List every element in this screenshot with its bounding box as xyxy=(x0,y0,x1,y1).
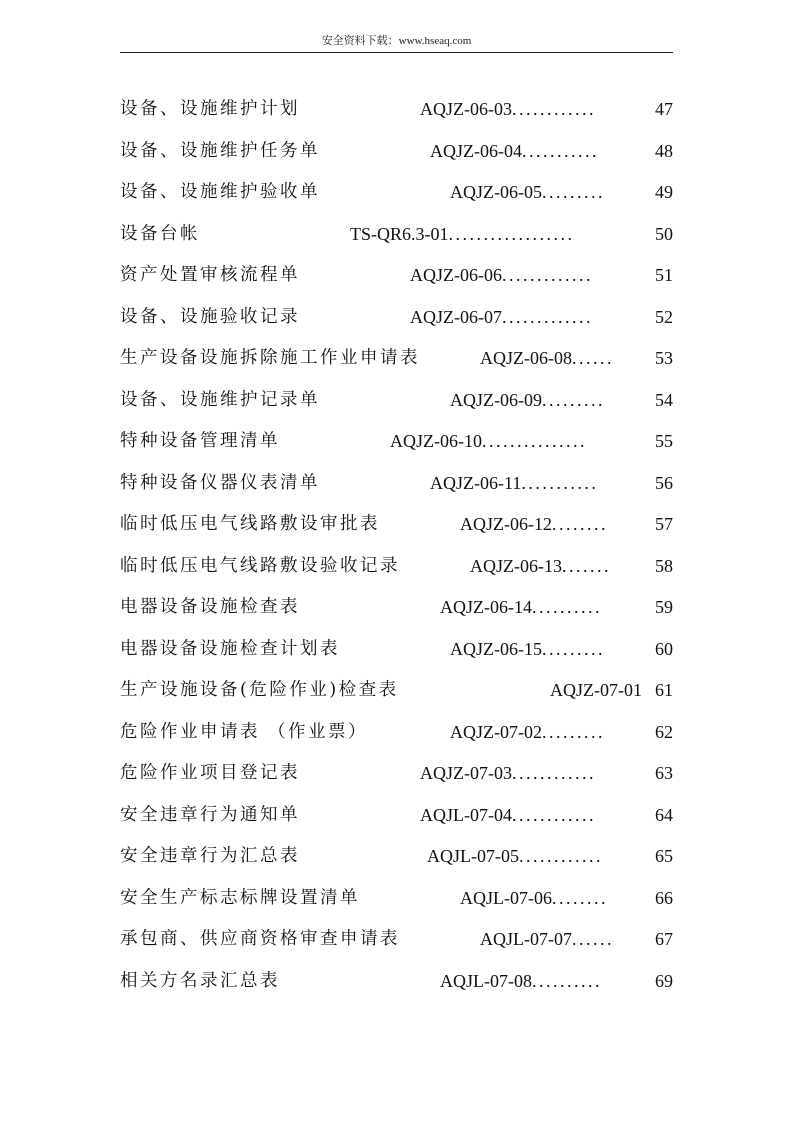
toc-entry-title: 特种设备管理清单 xyxy=(120,431,280,451)
toc-entry[interactable] xyxy=(120,175,673,217)
toc-entry-page: 47 xyxy=(655,99,673,119)
toc-entry-title: 生产设施设备(危险作业)检查表 xyxy=(120,680,399,700)
toc-entry-title: 资产处置审核流程单 xyxy=(120,265,300,285)
toc-entry-code: AQJZ-06-14 xyxy=(440,597,532,617)
toc-entry-page: 54 xyxy=(655,389,673,410)
toc-entry-code: AQJL-07-05 xyxy=(427,846,519,866)
toc-entry-leader: ...... xyxy=(572,929,614,949)
toc-entry-title: 生产设备设施拆除施工作业申请表 xyxy=(120,348,420,368)
toc-entry-title: 安全违章行为通知单 xyxy=(120,804,300,825)
toc-entry-code: AQJZ-06-08 xyxy=(480,348,572,368)
toc-entry-code: AQJL-07-04 xyxy=(420,804,512,825)
toc-entry-page: 69 xyxy=(655,970,673,991)
toc-entry-title: 设备、设施维护计划 xyxy=(120,99,300,119)
toc-entry-code: AQJZ-06-04 xyxy=(430,140,522,161)
header-text: 安全资料下载：www.hseaq.com xyxy=(321,35,472,47)
toc-entry-code-line xyxy=(470,549,611,583)
toc-entry-title: 临时低压电气线路敷设验收记录 xyxy=(120,555,400,576)
toc-entry-leader: ......... xyxy=(542,638,605,659)
toc-entry-leader: ......... xyxy=(542,389,605,410)
toc-entry-code-line xyxy=(460,881,608,915)
toc-entry-code-line xyxy=(440,590,602,624)
toc-entry-leader: ............ xyxy=(512,763,596,783)
toc-entry-leader: ............. xyxy=(502,265,593,285)
toc-entry-title: 设备台帐 xyxy=(120,223,200,244)
toc-entry[interactable] xyxy=(120,92,673,134)
toc-entry-code: AQJZ-06-13 xyxy=(470,555,562,576)
toc-entry[interactable] xyxy=(120,715,673,757)
toc-entry-code-line xyxy=(460,507,608,541)
toc-entry-code-line xyxy=(480,341,614,375)
toc-entry-leader: .......... xyxy=(532,970,602,991)
toc-entry-code: AQJZ-06-03 xyxy=(420,99,512,119)
page-header xyxy=(120,32,673,53)
toc-entry-leader: .................. xyxy=(448,223,575,244)
toc-entry-code-line xyxy=(410,258,593,292)
toc-entry[interactable] xyxy=(120,881,673,923)
toc-entry-page: 58 xyxy=(655,555,673,576)
toc-entry[interactable] xyxy=(120,590,673,632)
toc-entry[interactable] xyxy=(120,134,673,176)
toc-entry-code-line xyxy=(450,632,605,666)
toc-entry-leader: ............ xyxy=(519,846,603,866)
toc-entry-code-line xyxy=(420,798,596,832)
table-of-contents xyxy=(120,92,673,1005)
toc-entry[interactable] xyxy=(120,922,673,964)
toc-entry[interactable] xyxy=(120,424,673,466)
toc-entry-leader: ........... xyxy=(521,472,599,493)
toc-entry-page: 67 xyxy=(655,929,673,949)
toc-entry-code: AQJZ-06-11 xyxy=(430,472,522,493)
toc-entry-code-line xyxy=(350,217,575,251)
toc-entry-code-line xyxy=(430,466,598,500)
toc-entry-title: 危险作业项目登记表 xyxy=(120,763,300,783)
toc-entry-page: 65 xyxy=(655,846,673,866)
toc-entry-leader: ......... xyxy=(542,182,605,202)
toc-entry-title: 电器设备设施检查计划表 xyxy=(120,638,340,659)
toc-entry-page: 57 xyxy=(655,514,673,534)
toc-entry-title: 设备、设施维护记录单 xyxy=(120,389,320,410)
toc-entry-title: 承包商、供应商资格审查申请表 xyxy=(120,929,400,949)
toc-entry-code-line xyxy=(430,134,599,168)
toc-entry-title: 安全违章行为汇总表 xyxy=(120,846,300,866)
toc-entry-title: 特种设备仪器仪表清单 xyxy=(120,472,320,493)
toc-entry-code: AQJZ-06-09 xyxy=(450,389,542,410)
toc-entry-code: TS-QR6.3-01 xyxy=(350,223,449,244)
toc-entry-leader: ............ xyxy=(512,99,596,119)
toc-entry-leader: ............... xyxy=(482,431,587,451)
toc-entry-code: AQJL-07-08 xyxy=(440,970,532,991)
toc-entry[interactable] xyxy=(120,673,673,715)
toc-entry-leader: ............ xyxy=(512,804,596,825)
toc-entry-page: 51 xyxy=(655,265,673,285)
toc-entry-code-line xyxy=(390,424,587,458)
toc-entry-title: 设备、设施维护任务单 xyxy=(120,140,320,161)
toc-entry[interactable] xyxy=(120,217,673,259)
toc-entry-code-line xyxy=(410,300,593,334)
toc-entry[interactable] xyxy=(120,839,673,881)
toc-entry-code-line xyxy=(450,175,605,209)
toc-entry[interactable] xyxy=(120,507,673,549)
toc-entry-title: 电器设备设施检查表 xyxy=(120,597,300,617)
toc-entry-code: AQJZ-06-15 xyxy=(450,638,542,659)
toc-entry[interactable] xyxy=(120,798,673,840)
toc-entry-leader: ........ xyxy=(552,887,608,908)
toc-entry-title: 临时低压电气线路敷设审批表 xyxy=(120,514,380,534)
toc-entry-code: AQJZ-06-07 xyxy=(410,306,502,327)
toc-entry[interactable] xyxy=(120,632,673,674)
toc-entry-code-line xyxy=(420,756,596,790)
toc-entry-leader: ......... xyxy=(542,721,605,742)
toc-entry[interactable] xyxy=(120,300,673,342)
toc-entry-page: 66 xyxy=(655,887,673,908)
toc-entry-page: 56 xyxy=(655,472,673,493)
toc-entry-title: 设备、设施维护验收单 xyxy=(120,182,320,202)
toc-entry-title: 安全生产标志标牌设置清单 xyxy=(120,887,360,908)
toc-entry-page: 59 xyxy=(655,597,673,617)
toc-entry-code-line xyxy=(427,839,603,873)
toc-entry-page: 52 xyxy=(655,306,673,327)
toc-entry[interactable] xyxy=(120,964,673,1006)
toc-entry-code-line xyxy=(440,964,602,998)
toc-entry-page: 60 xyxy=(655,638,673,659)
toc-entry-code: AQJZ-06-05 xyxy=(450,182,542,202)
toc-entry-code-line xyxy=(480,922,614,956)
toc-entry-code-line xyxy=(450,715,605,749)
toc-entry-page: 50 xyxy=(655,223,673,244)
toc-entry-code: AQJZ-06-10 xyxy=(390,431,482,451)
toc-entry-leader: ............. xyxy=(502,306,593,327)
toc-entry-code: AQJL-07-06 xyxy=(460,887,552,908)
toc-entry-page: 53 xyxy=(655,348,673,368)
toc-entry-page: 48 xyxy=(655,140,673,161)
toc-entry-code-line xyxy=(450,383,605,417)
toc-entry-code: AQJZ-06-06 xyxy=(410,265,502,285)
toc-entry-code-line xyxy=(550,673,642,707)
toc-entry-code: AQJZ-07-02 xyxy=(450,721,542,742)
toc-entry-code: AQJL-07-07 xyxy=(480,929,572,949)
toc-entry-code-line xyxy=(420,92,596,126)
toc-entry-code: AQJZ-07-03 xyxy=(420,763,512,783)
toc-entry[interactable] xyxy=(120,549,673,591)
toc-entry-page: 63 xyxy=(655,763,673,783)
toc-entry-leader: ........... xyxy=(522,140,599,161)
toc-entry-code: AQJZ-07-01 xyxy=(550,680,642,700)
toc-entry-title: 危险作业申请表 （作业票） xyxy=(120,721,369,742)
toc-entry-title: 相关方名录汇总表 xyxy=(120,970,280,991)
toc-entry-page: 55 xyxy=(655,431,673,451)
toc-entry[interactable] xyxy=(120,466,673,508)
toc-entry-page: 64 xyxy=(655,804,673,825)
toc-entry-leader: ...... xyxy=(572,348,614,368)
toc-entry-page: 62 xyxy=(655,721,673,742)
toc-entry-leader: .......... xyxy=(532,597,602,617)
toc-entry[interactable] xyxy=(120,383,673,425)
toc-entry-leader: ....... xyxy=(562,555,611,576)
toc-entry[interactable] xyxy=(120,341,673,383)
toc-entry[interactable] xyxy=(120,756,673,798)
toc-entry-code: AQJZ-06-12 xyxy=(460,514,552,534)
toc-entry-leader: ........ xyxy=(552,514,608,534)
toc-entry-page: 49 xyxy=(655,182,673,202)
toc-entry-page: 61 xyxy=(655,680,673,700)
toc-entry-title: 设备、设施验收记录 xyxy=(120,306,300,327)
toc-entry[interactable] xyxy=(120,258,673,300)
